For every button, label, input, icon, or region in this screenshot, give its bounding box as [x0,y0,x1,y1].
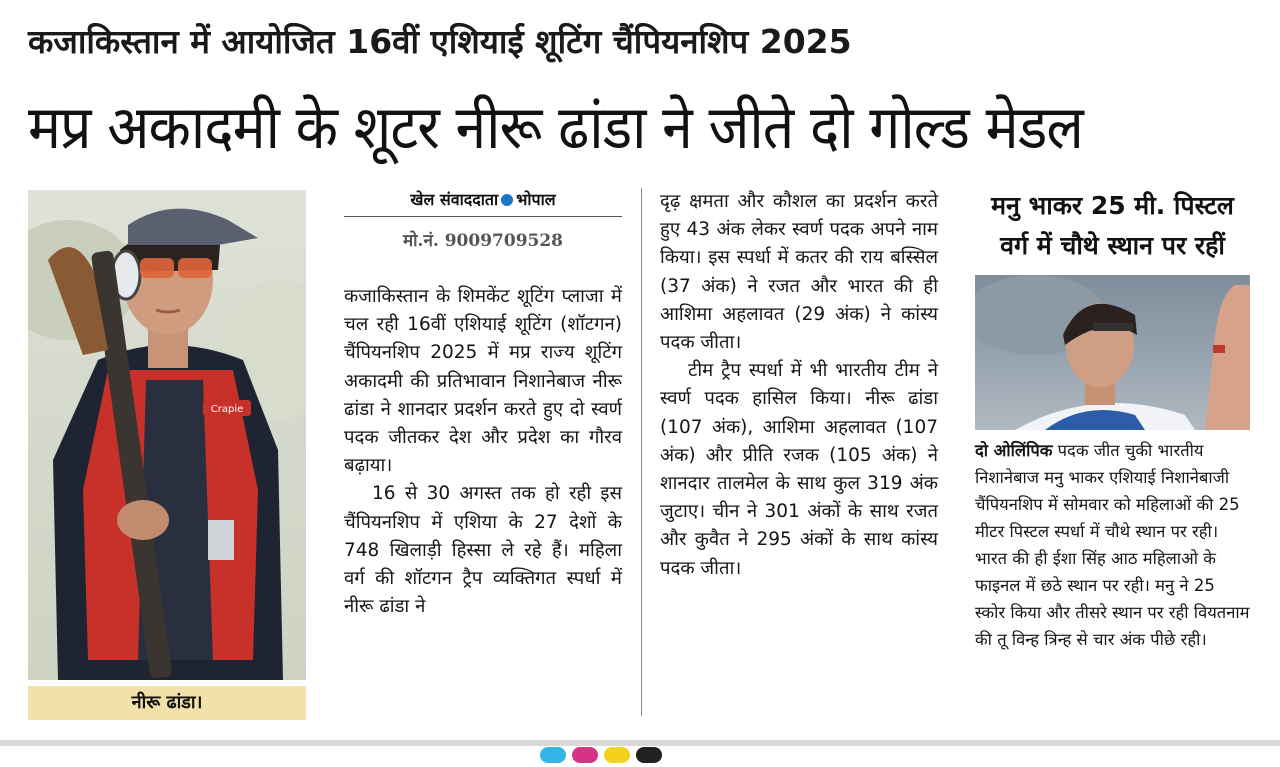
sidebar-lead-bold: दो ओलिंपिक [975,441,1053,460]
wristband [1213,345,1225,353]
byline-phone: मो.नं. 9009709528 [402,231,564,251]
raised-arm [1205,285,1250,430]
sidebar-heading-line2: वर्ग में चौथे स्थान पर रहीं [1000,231,1225,260]
bottom-rule [0,740,1280,746]
color-registration-marks [540,747,668,755]
byline-city: भोपाल [516,190,556,209]
photo-caption: नीरू ढांडा। [28,686,306,720]
yellow-mark [604,747,630,763]
sidebar-photo [975,275,1250,430]
kicker-headline: कजाकिस्तान में आयोजित 16वीं एशियाई शूटिंग चैंपियनशिप 2025 [28,22,852,61]
article-paragraph: 16 से 30 अगस्त तक हो रही इस चैंपियनशिप में एशिया के 27 देशों के 748 खिलाड़ी हिस्सा ले रहे हैं। महिला वर्ग की शॉटगन ट्रैप व्यक्तिगत स्पर्धा में नीरू ढांडा ने [344,483,622,618]
glasses-left [140,258,174,278]
sidebar-article [975,437,1250,653]
sidebar-heading [975,186,1250,266]
vest-badge [208,520,234,560]
cap [128,209,258,245]
article-paragraph: कजाकिस्तान के शिमकेंट शूटिंग प्लाजा में चल रही 16वीं एशियाई शूटिंग (शॉटगन) चैंपियनशिप 2025 में मप्र राज्य शूटिंग अकादमी की प्रतिभावान निशानेबाज नीरू ढांडा ने शानदार प्रदर्शन करते हुए दो स्वर्ण पदक जीतकर देश और प्रदेश का गौरव बढ़ाया। [344,286,622,477]
cyan-mark [540,747,566,763]
glasses-right [178,258,212,278]
vest-logo-text: Crapie [210,404,244,415]
magenta-mark [572,747,598,763]
shooting-glasses [1093,323,1133,331]
byline [344,188,622,217]
black-mark [636,747,662,763]
sidebar-body: पदक जीत चुकी भारतीय निशानेबाज मनु भाकर एशियाई निशानेबाजी चैंपियनशिप में सोमवार को महिलाओं की 25 मीटर पिस्टल स्पर्धा में चौथे स्थान पर रही। भारत की ही ईशा सिंह आठ महिलाओ के फाइनल में छठे स्थान पर रही। मनु ने 25 स्कोर किया और तीसरे स्थान पर रही वियतनाम की तू विन्ह त्रिन्ह से चार अंक पीछे रही। [975,441,1250,649]
main-headline: मप्र अकादमी के शूटर नीरू ढांडा ने जीते दो गोल्ड मेडल [28,93,1083,163]
article-column-1 [344,283,622,621]
bullet-dot-icon [501,194,513,206]
sidebar-heading-line1: मनु भाकर 25 मी. पिस्टल [991,191,1234,220]
hand [117,500,169,540]
byline-reporter: खेल संवाददाता [410,190,499,209]
shooter-illustration [28,190,306,680]
article-paragraph: दृढ़ क्षमता और कौशल का प्रदर्शन करते हुए 43 अंक लेकर स्वर्ण पदक अपने नाम किया। इस स्पर्धा में कतर की राय बस्सिल (37 अंक) ने रजत और भारत की ही आशिमा अहलावत (29 अंक) ने कांस्य पदक जीता। [660,191,938,354]
pistol-shooter-illustration [975,275,1250,430]
article-column-2 [660,188,938,583]
article-paragraph: टीम ट्रैप स्पर्धा में भी भारतीय टीम ने स्वर्ण पदक हासिल किया। नीरू ढांडा (107 अंक), आशिमा अहलावत (107 अंक) और प्रीति रजक (105 अंक) ने शानदार तालमेल के साथ कुल 319 अंक जुटाए। चीन ने 301 अंकों के साथ रजत और कुवैत ने 295 अंकों के साथ कांस्य पदक जीता। [660,360,938,579]
column-divider [641,188,642,716]
shooter-photo [28,190,306,680]
